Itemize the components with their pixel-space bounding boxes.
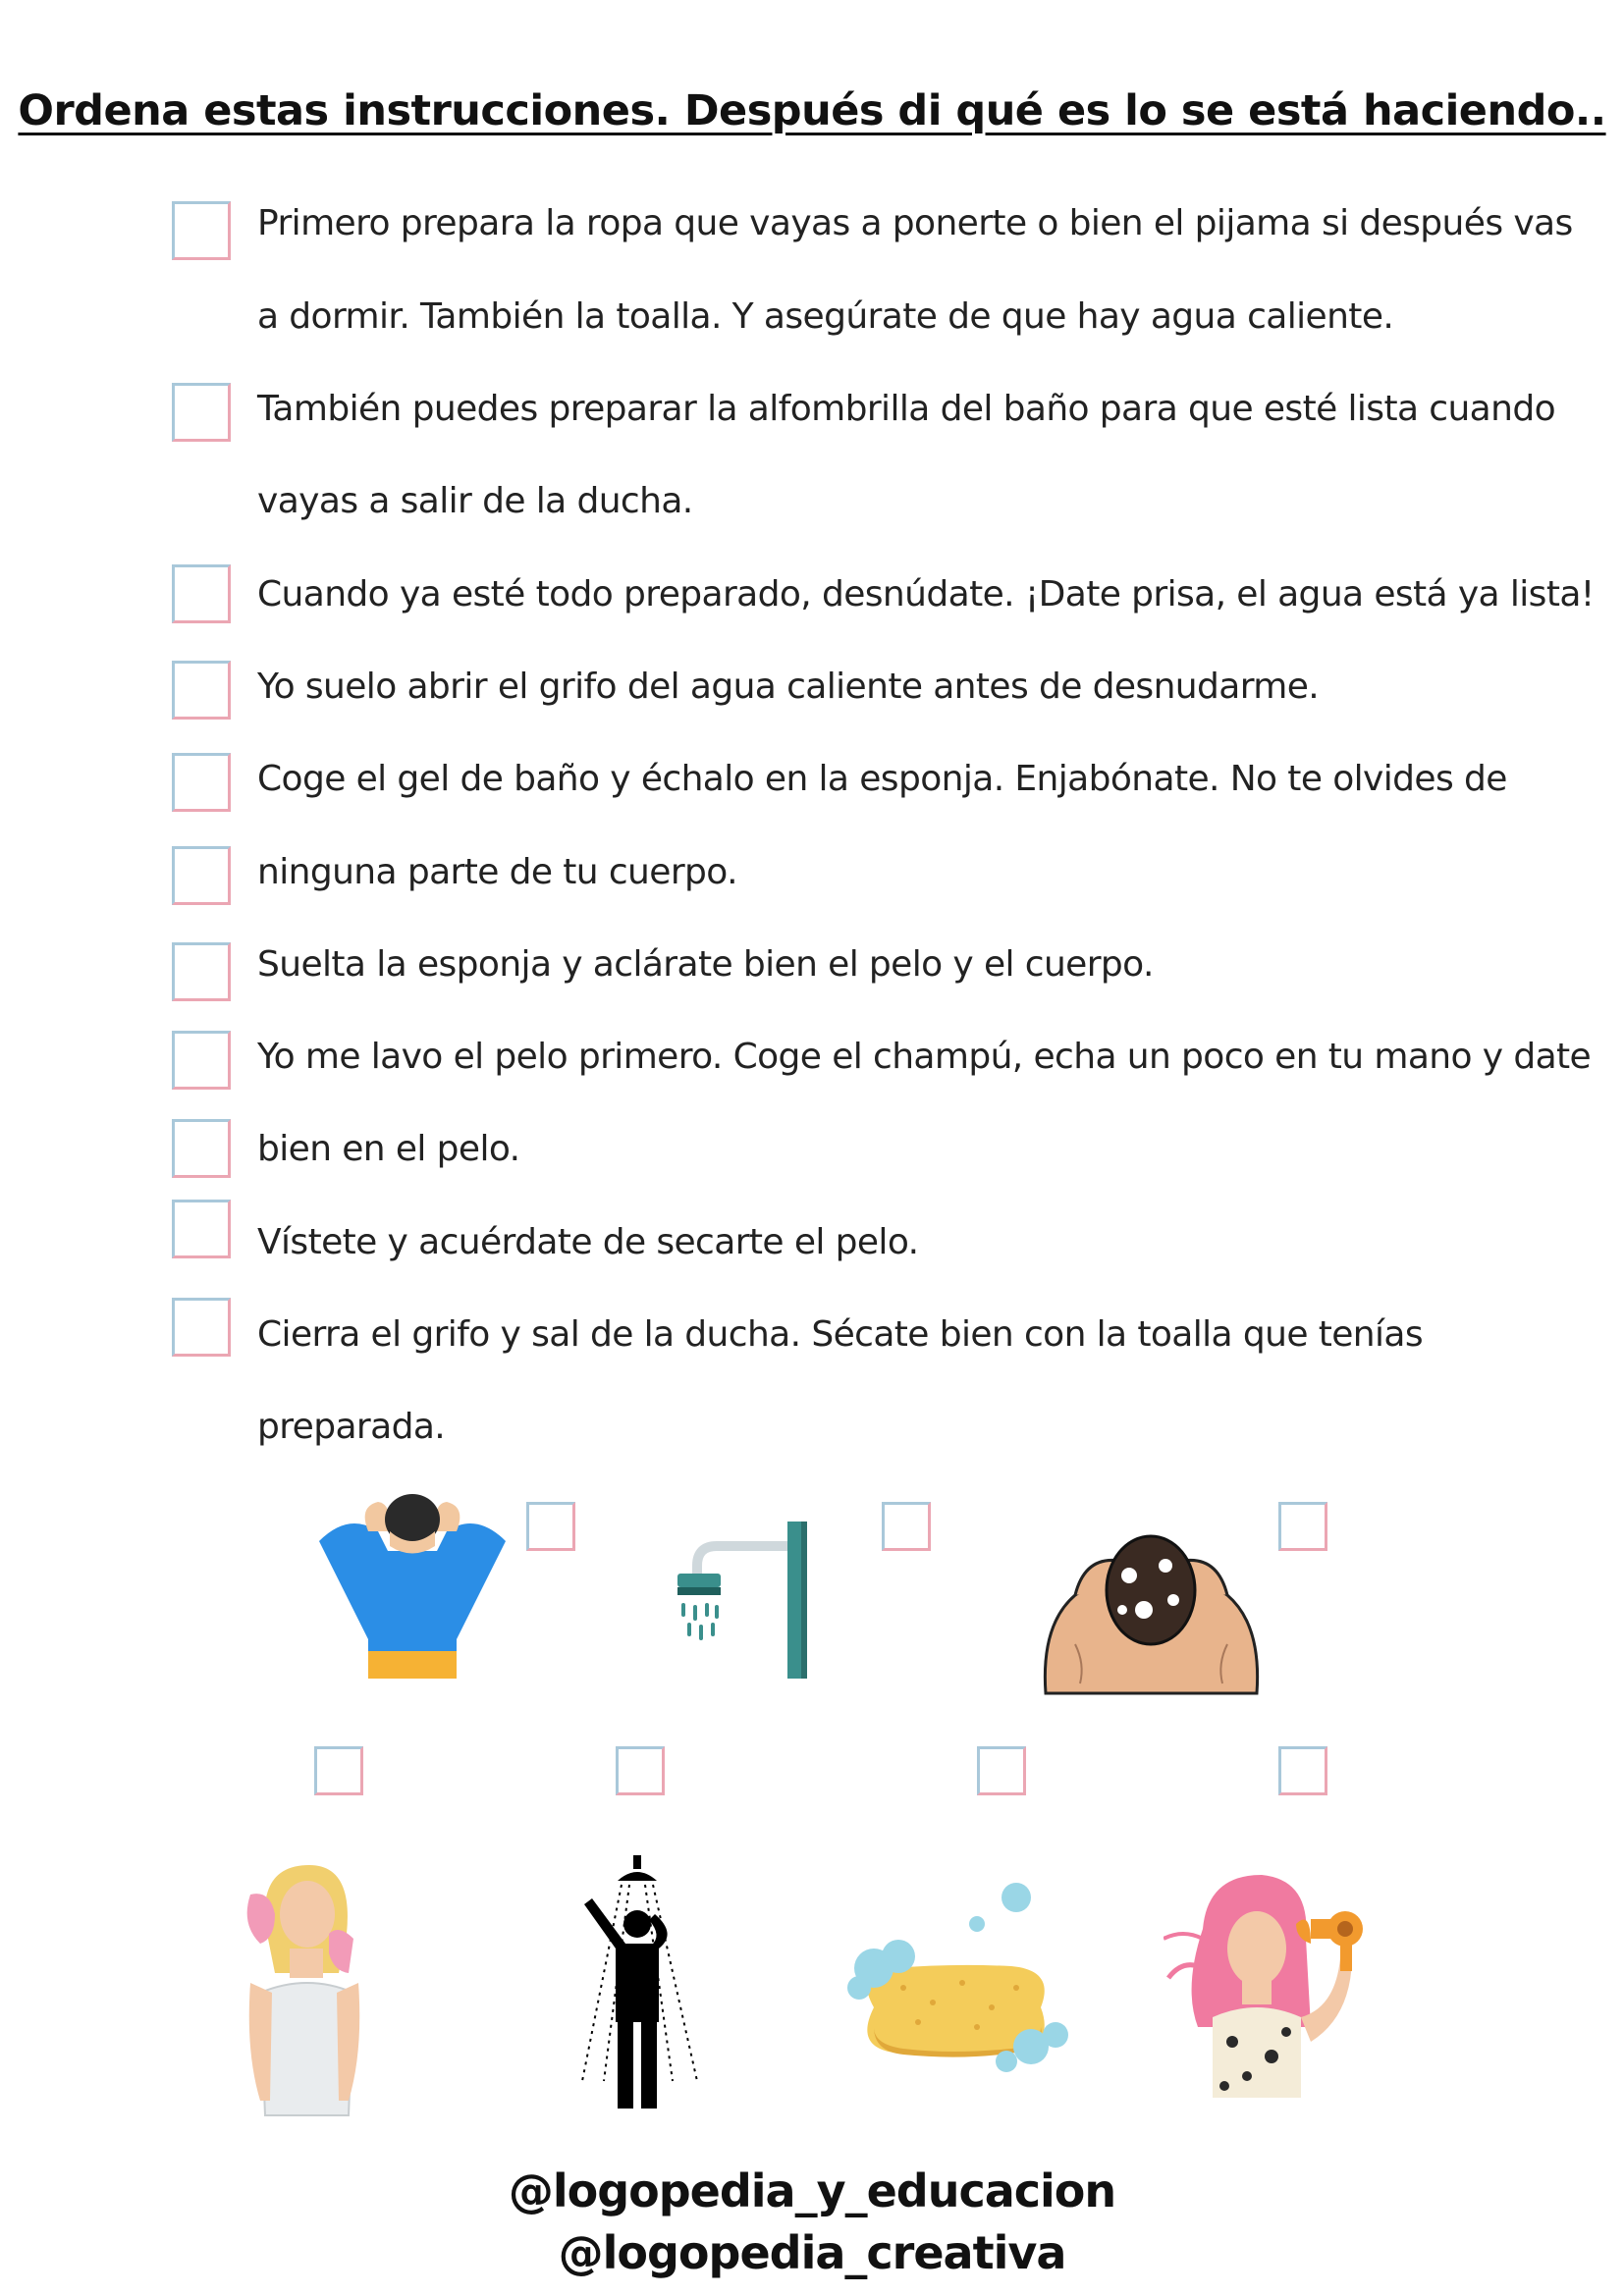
washing-hair-icon: [1036, 1517, 1267, 1703]
page-title: Ordena estas instrucciones. Después di qué es lo se está haciendo..: [18, 86, 1606, 135]
instruction-line: Coge el gel de baño y échalo en la esponja. Enjabónate. No te olvides de: [257, 759, 1507, 799]
instruction-checkbox-6[interactable]: [172, 846, 231, 905]
instruction-line: a dormir. También la toalla. Y asegúrate de que hay agua caliente.: [257, 296, 1394, 337]
instruction-line: Yo suelo abrir el grifo del agua caliente antes de desnudarme.: [257, 667, 1320, 707]
instruction-line: ninguna parte de tu cuerpo.: [257, 852, 737, 892]
instruction-line: Suelta la esponja y aclárate bien el pelo y el cuerpo.: [257, 944, 1154, 985]
footer-handle-1: @logopedia_y_educacion: [508, 2164, 1116, 2217]
instruction-line: Primero prepara la ropa que vayas a ponerte o bien el pijama si después vas: [257, 203, 1573, 243]
instruction-checkbox-10[interactable]: [172, 1200, 231, 1258]
sponge-icon: [844, 1880, 1075, 2101]
instruction-checkbox-4[interactable]: [172, 661, 231, 720]
instruction-checkbox-9[interactable]: [172, 1119, 231, 1178]
woman-hair-dryer-icon: [1164, 1870, 1384, 2101]
footer-handle-2: @logopedia_creativa: [558, 2226, 1066, 2279]
instruction-checkbox-2[interactable]: [172, 383, 231, 442]
picture-checkbox-2[interactable]: [882, 1502, 931, 1551]
instruction-line: Cierra el grifo y sal de la ducha. Sécate bien con la toalla que tenías: [257, 1314, 1424, 1355]
picture-checkbox-5[interactable]: [616, 1746, 665, 1795]
person-undressing-icon: [309, 1492, 515, 1708]
instruction-checkbox-8[interactable]: [172, 1031, 231, 1090]
picture-checkbox-1[interactable]: [526, 1502, 575, 1551]
instruction-checkbox-7[interactable]: [172, 942, 231, 1001]
instruction-line: Yo me lavo el pelo primero. Coge el champú, echa un poco en tu mano y date: [257, 1037, 1592, 1077]
picture-checkbox-4[interactable]: [314, 1746, 363, 1795]
instruction-checkbox-3[interactable]: [172, 564, 231, 623]
instruction-line: bien en el pelo.: [257, 1129, 520, 1169]
picture-checkbox-7[interactable]: [1278, 1746, 1327, 1795]
picture-checkbox-6[interactable]: [977, 1746, 1026, 1795]
instruction-line: preparada.: [257, 1407, 446, 1447]
instruction-line: También puedes preparar la alfombrilla del baño para que esté lista cuando: [257, 389, 1556, 429]
instruction-line: vayas a salir de la ducha.: [257, 481, 693, 521]
shower-head-icon: [668, 1517, 825, 1683]
instruction-line: Vístete y acuérdate de secarte el pelo.: [257, 1222, 919, 1262]
woman-towel-drying-icon: [231, 1855, 378, 2120]
picture-checkbox-3[interactable]: [1278, 1502, 1327, 1551]
instruction-checkbox-11[interactable]: [172, 1298, 231, 1357]
instruction-line: Cuando ya esté todo preparado, desnúdate. ¡Date prisa, el agua está ya lista!: [257, 574, 1595, 614]
instruction-checkbox-5[interactable]: [172, 753, 231, 812]
instruction-checkbox-1[interactable]: [172, 201, 231, 260]
person-showering-icon: [574, 1855, 707, 2115]
